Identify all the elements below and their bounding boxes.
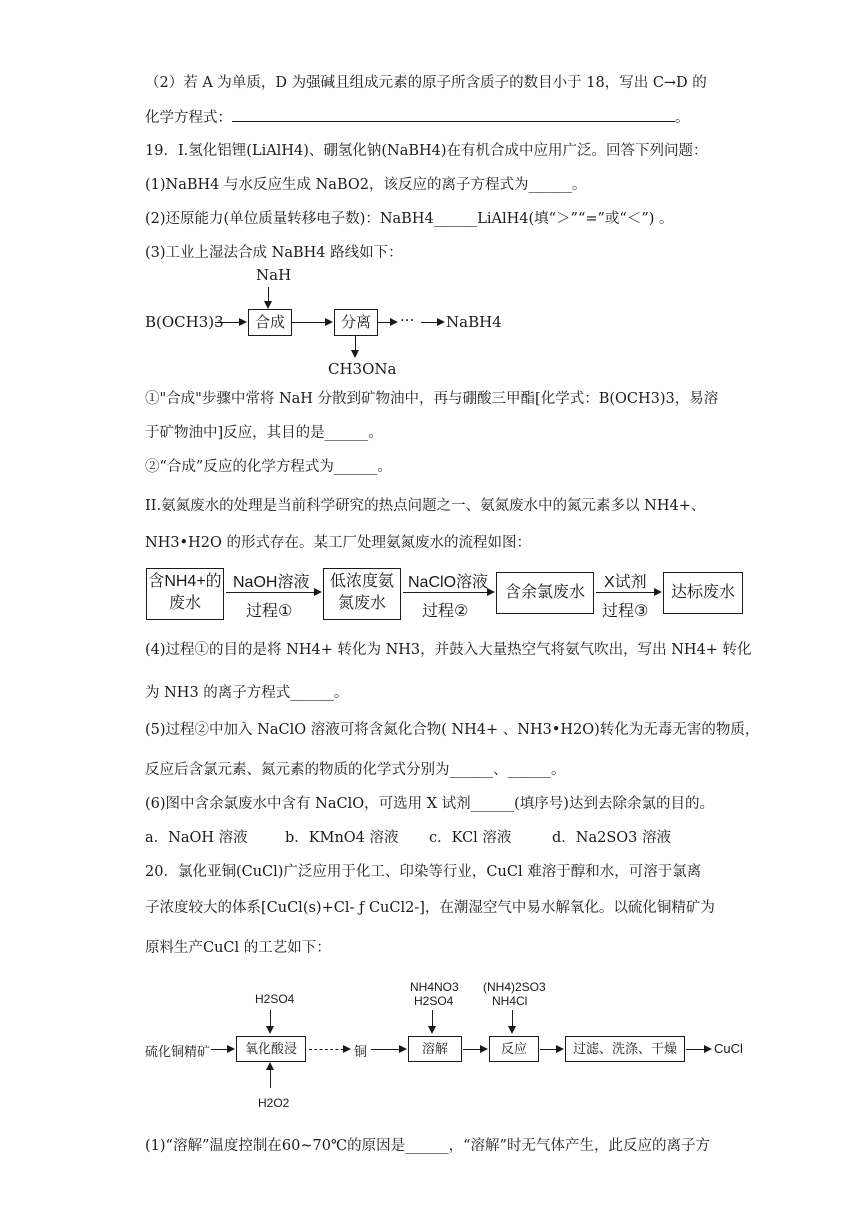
flow2-box1-line1: 含NH4+的 <box>148 573 222 590</box>
flow2-arrow3 <box>596 592 660 593</box>
flow3-box-dissolve: 溶解 <box>408 1036 462 1062</box>
flow2-box4: 达标废水 <box>663 572 743 614</box>
flow3-arrow4 <box>540 1049 562 1050</box>
flow1-dots: ··· <box>400 311 415 329</box>
q19-part6: (6)图中含余氯废水中含有 NaClO，可选用 X 试剂______(填序号)达到去除余氯的目的。 <box>145 796 714 812</box>
flow1-arrow4 <box>421 322 443 323</box>
flow3-start: 硫化铜精矿 <box>145 1044 211 1059</box>
flow2-process1: 过程① <box>246 603 293 620</box>
flow3-arrow-h2so4 <box>270 1010 271 1032</box>
flow2-box2-line2: 氮废水 <box>337 595 386 612</box>
flow2-reagent1: NaOH溶液 <box>233 574 310 591</box>
q19-part5-line2: 反应后含氯元素、氮元素的物质的化学式分别为______、______。 <box>145 762 566 778</box>
flow1-arrow-nah <box>268 287 269 307</box>
flow3-copper: 铜 <box>354 1044 368 1059</box>
flow3-nh4no3: NH4NO3 <box>410 980 459 994</box>
q19-part3: (3)工业上湿法合成 NaBH4 路线如下： <box>145 245 403 261</box>
flow3-arrow-react-in <box>512 1010 513 1032</box>
flow3-box-leach: 氧化酸浸 <box>236 1036 306 1062</box>
option-c[interactable]: c．KCl 溶液 <box>429 830 512 846</box>
flow3-arrow5 <box>686 1049 710 1050</box>
flow2-box2 <box>323 568 401 620</box>
q19-part4-line2: 为 NH3 的离子方程式______。 <box>145 685 349 701</box>
q19-intro: 19．I.氢化铝锂(LiAlH4)、硼氢化钠(NaBH4)在有机合成中应用广泛。回答下列问题： <box>145 143 708 159</box>
flow2-process2: 过程② <box>422 603 469 620</box>
option-d[interactable]: d．Na2SO3 溶液 <box>552 830 671 846</box>
flow3-box-react: 反应 <box>489 1036 539 1062</box>
flow3-arrow-dissolve-in <box>432 1010 433 1032</box>
q19-part3-2: ②“合成”反应的化学方程式为______。 <box>145 459 392 475</box>
flow2-box2-line1: 低浓度氨 <box>329 573 394 590</box>
q18-part2-label: 化学方程式： <box>145 110 232 126</box>
flow1-arrow1 <box>215 322 245 323</box>
option-a[interactable]: a．NaOH 溶液 <box>145 830 248 846</box>
flow2-reagent2: NaClO溶液 <box>408 574 489 591</box>
flow1-box-synthesis: 合成 <box>248 309 292 336</box>
flow1-byproduct: CH3ONa <box>328 360 397 378</box>
flow2-box1-line2: 废水 <box>168 595 201 612</box>
q19-part2: (2)还原能力(单位质量转移电子数)：NaBH4______LiAlH4(填“＞”“=”或“＜”) 。 <box>145 211 674 227</box>
flow3-arrow1 <box>211 1049 233 1050</box>
flow3-nh4cl: NH4Cl <box>492 994 528 1008</box>
q19-part3-1-line1: ①"合成"步骤中常将 NaH 分散到矿物油中，再与硼酸三甲酯[化学式：B(OCH3)3，易溶 <box>145 391 719 407</box>
flow3-end: CuCl <box>714 1041 743 1056</box>
flow2-process3: 过程③ <box>602 603 649 620</box>
option-b[interactable]: b．KMnO4 溶液 <box>285 830 399 846</box>
q19-part3-1-line2: 于矿物油中]反应，其目的是______。 <box>145 425 383 441</box>
flow1-start: B(OCH3)3 <box>145 313 224 331</box>
flow3-h2so4-2: H2SO4 <box>414 994 454 1008</box>
flow1-end: NaBH4 <box>446 313 502 331</box>
q19-part1: (1)NaBH4 与水反应生成 NaBO2，该反应的离子方程式为______。 <box>145 177 587 193</box>
q19-options <box>145 828 671 848</box>
flow2-box1 <box>146 568 224 620</box>
q20-intro-line3: 原料生产CuCl 的工艺如下： <box>145 940 331 956</box>
flow1-arrow-byproduct <box>355 336 356 356</box>
flow2-arrow2 <box>403 592 493 593</box>
flow2-reagent3: X试剂 <box>604 574 647 591</box>
flow3-arrow3 <box>463 1049 486 1050</box>
q20-intro-line2: 子浓度较大的体系[CuCl(s)+Cl- ƒ CuCl2-]，在潮湿空气中易水解氧化。以硫化铜精矿为 <box>145 900 715 916</box>
q20-intro-line1: 20．氯化亚铜(CuCl)广泛应用于化工、印染等行业，CuCl 难溶于醇和水，可溶于氯离 <box>145 864 702 880</box>
q18-part2-line1: （2）若 A 为单质，D 为强碱且组成元素的原子所含质子的数目小于 18，写出 C→D 的 <box>145 75 707 91</box>
q19-part5-line1: (5)过程②中加入 NaClO 溶液可将含氮化合物( NH4+ 、NH3•H2O)转化为无毒无害的物质， <box>145 722 760 738</box>
q19-II-line2: NH3•H2O 的形式存在。某工厂处理氨氮废水的流程如图： <box>145 535 531 551</box>
flow1-nah: NaH <box>256 266 292 284</box>
flow2-arrow1 <box>226 592 320 593</box>
flow1-arrow3 <box>378 322 396 323</box>
flow3-box-filter: 过滤、洗涤、干燥 <box>565 1036 685 1062</box>
flow3-nh42so3: (NH4)2SO3 <box>483 980 546 994</box>
flow1-box-separation: 分离 <box>334 309 378 336</box>
flow3-dashed-arrow <box>309 1049 349 1050</box>
flow3-arrow2 <box>371 1049 405 1050</box>
q19-II-line1: II.氨氮废水的处理是当前科学研究的热点问题之一、氨氮废水中的氮元素多以 NH4+、 <box>145 498 706 514</box>
answer-blank[interactable] <box>232 107 675 122</box>
q18-part2-period: 。 <box>675 110 690 126</box>
flow3-arrow-h2o2 <box>270 1064 271 1088</box>
q19-part4-line1: (4)过程①的目的是将 NH4+ 转化为 NH3，并鼓入大量热空气将氨气吹出，写出 NH4+ 转化 <box>145 642 752 658</box>
flow2-box3: 含余氯废水 <box>496 572 594 614</box>
q18-part2-line2 <box>145 107 690 128</box>
flow3-h2o2: H2O2 <box>258 1096 290 1110</box>
flow3-h2so4: H2SO4 <box>255 992 295 1006</box>
flow1-arrow2 <box>292 322 331 323</box>
q20-part1: (1)“溶解”温度控制在60~70℃的原因是______，“溶解”时无气体产生，此反应的离子方 <box>145 1138 710 1154</box>
